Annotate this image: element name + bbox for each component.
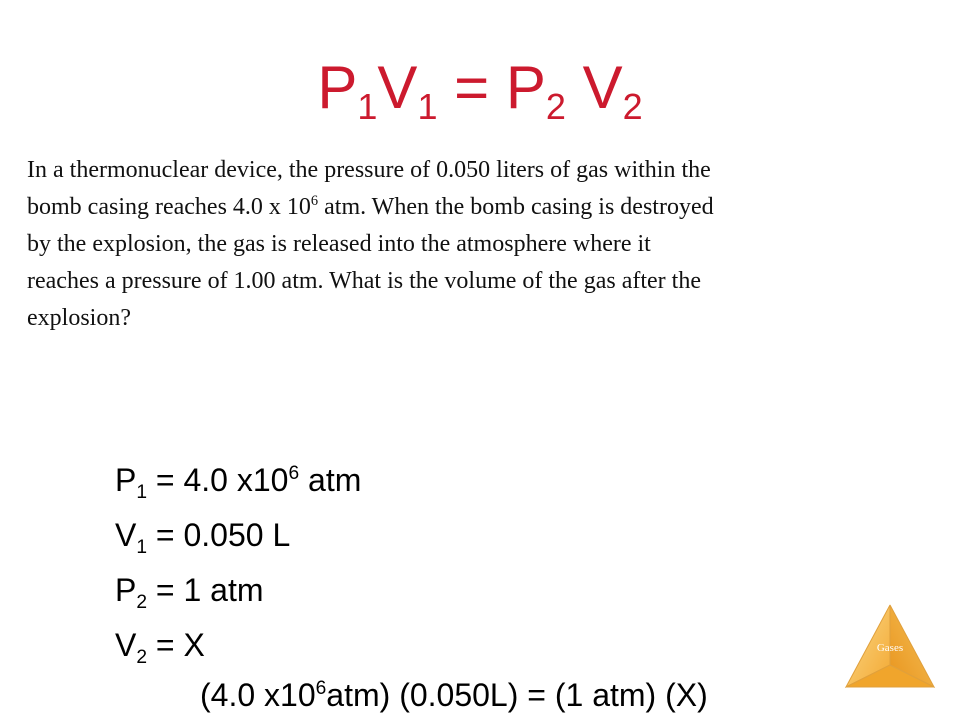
problem-exponent: 6: [310, 193, 319, 210]
problem-line-4: reaches a pressure of 1.00 atm. What is the volume of the gas after the: [27, 268, 701, 294]
equation-exponent: 6: [315, 678, 327, 700]
equation-rest: atm) (0.050L) = (1 atm) (X): [326, 677, 708, 713]
given-p2-subscript: 2: [136, 591, 148, 613]
title-equals: =: [437, 54, 506, 121]
title-p1-subscript: 1: [357, 85, 378, 127]
given-p1-value: = 4.0 x10: [147, 462, 289, 498]
given-p2-value: = 1 atm: [147, 572, 264, 608]
title-v1-subscript: 1: [417, 85, 438, 127]
given-v1-var: V: [115, 517, 137, 553]
problem-line-5: explosion?: [27, 305, 131, 331]
given-v2-var: V: [115, 627, 137, 663]
given-v1-subscript: 1: [136, 536, 148, 558]
given-p1: [115, 460, 362, 503]
problem-line-2: [27, 189, 957, 226]
title-p2-subscript: 2: [545, 85, 566, 127]
given-v2: [115, 625, 205, 668]
problem-line-2-end: atm. When the bomb casing is destroyed: [318, 194, 714, 220]
given-p1-exponent: 6: [288, 463, 300, 485]
problem-statement: [27, 152, 957, 337]
boyles-law-equation: [200, 675, 708, 715]
given-p1-subscript: 1: [136, 481, 148, 503]
given-p1-var: P: [115, 462, 137, 498]
given-p1-unit: atm: [299, 462, 362, 498]
title-p2: P: [505, 54, 546, 121]
problem-line-2-start: bomb casing reaches 4.0 x 10: [27, 194, 311, 220]
given-p2: [115, 570, 264, 613]
gases-badge-label[interactable]: Gases: [876, 642, 904, 654]
problem-line-3: by the explosion, the gas is released into the atmosphere where it: [27, 231, 651, 257]
title-v2-subscript: 2: [622, 85, 643, 127]
title-v2: V: [565, 54, 623, 121]
given-v2-subscript: 2: [136, 646, 148, 668]
problem-line-1: In a thermonuclear device, the pressure of 0.050 liters of gas within the: [27, 157, 711, 183]
given-v1-value: = 0.050 L: [147, 517, 291, 553]
equation-left-start: (4.0 x10: [200, 677, 316, 713]
given-p2-var: P: [115, 572, 137, 608]
given-v2-value: = X: [147, 627, 205, 663]
title-p1: P: [317, 54, 358, 121]
title-v1: V: [377, 54, 418, 121]
slide-title: [0, 52, 960, 127]
given-v1: [115, 515, 291, 558]
